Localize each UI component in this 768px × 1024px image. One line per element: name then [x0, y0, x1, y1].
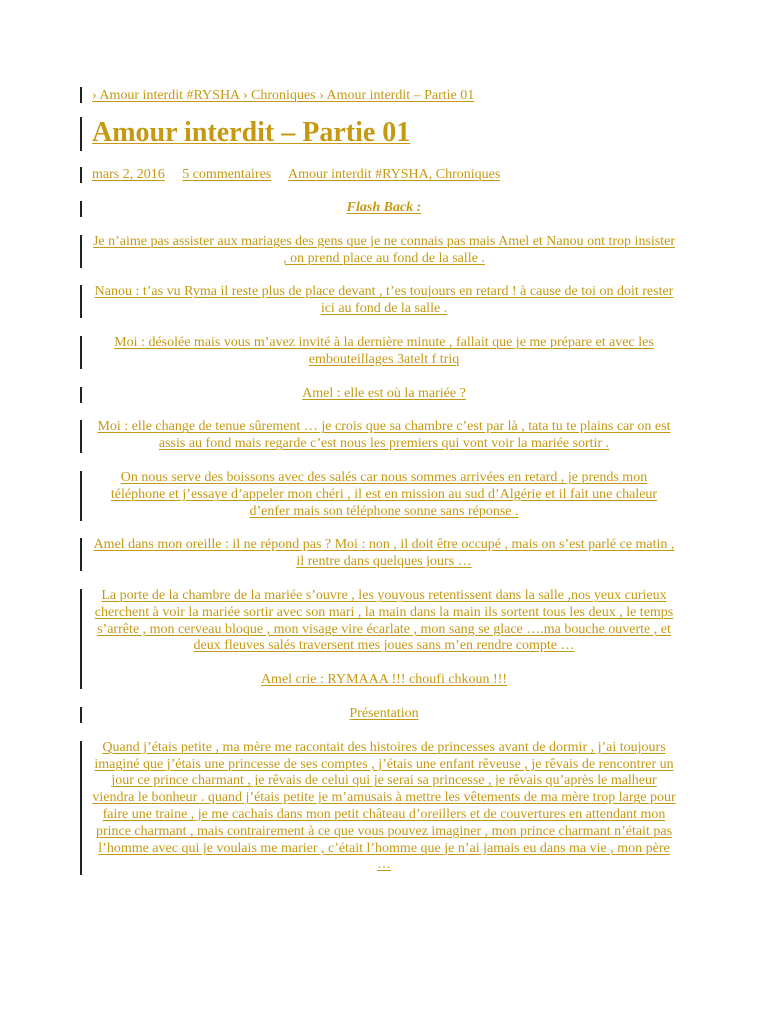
left-border-bar: [80, 285, 82, 318]
left-border-bar: [80, 589, 82, 673]
paragraph-block: [80, 537, 676, 571]
left-border-bar: [80, 117, 82, 151]
left-border-bar: [80, 167, 82, 183]
paragraph-link[interactable]: La porte de la chambre de la mariée s’ouvre , les youyous retentissent dans la salle ,nos yeux curieux cherchent à voir la mariée sortir avec son mari , la main dans la main ils sortent tous les deux , le temps s’arrête , mon cerveau bloque , mon visage vire écarlate , mon sang se glace ….ma bouche ouverte , et deux fleuves salés traversent mes joues sans m’en rendre compte …: [94, 587, 674, 654]
left-border-bar: [80, 741, 82, 875]
paragraph-block: [80, 419, 676, 453]
title-block: [80, 116, 676, 150]
article-container: [80, 86, 676, 874]
paragraph-link[interactable]: Amel dans mon oreille : il ne répond pas ? Moi : non , il doit être occupé , mais on s’est parlé ce matin , il rentre dans quelques jours …: [93, 537, 675, 570]
post-meta: [80, 166, 676, 183]
left-border-bar: [80, 201, 82, 217]
left-border-bar: [80, 387, 82, 403]
paragraph-link[interactable]: Quand j’étais petite , ma mère me racontait des histoires de princesses avant de dormir , j’ai toujours imaginé que j’étais une princesse de ses comptes , j’étais une enfant rêveuse , je rêvais de rencontrer un jour ce prince charmant , je rêvais de celui qui je serai sa princesse , je rêvais qu’après le malheur viendra le bonheur . quand j’étais petite je m’amusais à mettre les vêtements de ma mère trop large pour faire une traine , je me cachais dans mon petit château d’oreillers et de couvertures en attendant mon prince charmant , mais contrairement à ce que vous pouvez imaginer , mon prince charmant n’était pas l’homme avec qui je voulais me marier , c’était l’homme que je n’ai jamais eu dans ma vie , mon père …: [92, 739, 676, 873]
paragraph-block: [80, 470, 676, 520]
paragraph-block: [80, 588, 676, 655]
paragraph-block: [80, 386, 676, 403]
paragraph-block: [80, 335, 676, 369]
paragraph-link[interactable]: On nous serve des boissons avec des salés car nous sommes arrivées en retard , je prends mon téléphone et j’essaye d’appeler mon chéri , il est en mission au sud d’Algérie et il fait une chaleur d’enfer mais son téléphone sonne sans réponse .: [110, 469, 658, 519]
left-border-bar: [80, 235, 82, 268]
page-title[interactable]: Amour interdit – Partie 01: [92, 117, 411, 148]
paragraph-link[interactable]: Amel : elle est où la mariée ?: [302, 385, 466, 401]
left-border-bar: [80, 471, 82, 521]
comments-link[interactable]: 5 commentaires: [182, 167, 272, 182]
left-border-bar: [80, 336, 82, 369]
paragraph-link[interactable]: Moi : elle change de tenue sûrement … je crois que sa chambre c’est par là , tata tu te plains car on est assis au fond mais regarde c’est nous les premiers qui vont voir la mariée sortir .: [97, 419, 671, 452]
paragraph-block: [80, 234, 676, 268]
left-border-bar: [80, 673, 82, 689]
post-date-link[interactable]: mars 2, 2016: [92, 167, 165, 182]
paragraph-link[interactable]: Je n’aime pas assister aux mariages des gens que je ne connais pas mais Amel et Nanou ont trop insister , on prend place au fond de la salle .: [92, 233, 676, 266]
paragraph-link[interactable]: Moi : désolée mais vous m’avez invité à la dernière minute , fallait que je me prépare et avec les embouteillages 3atelt f triq: [114, 334, 654, 367]
left-border-bar: [80, 538, 82, 571]
paragraph-block: [80, 740, 676, 874]
breadcrumb[interactable]: › Amour interdit #RYSHA › Chroniques › Amour interdit – Partie 01: [92, 88, 475, 103]
paragraph-block: [80, 284, 676, 318]
paragraph-block: [80, 672, 676, 689]
left-border-bar: [80, 87, 82, 103]
flash-back-heading[interactable]: Flash Back :: [346, 200, 422, 215]
breadcrumb-block: [80, 86, 676, 104]
categories-link[interactable]: Amour interdit #RYSHA, Chroniques: [287, 167, 501, 182]
presentation-heading[interactable]: Présentation: [349, 705, 419, 721]
left-border-bar: [80, 420, 82, 453]
presentation-block: [80, 706, 676, 723]
paragraph-link[interactable]: Nanou : t’as vu Ryma il reste plus de place devant , t’es toujours en retard ! à cause de toi on doit rester ici au fond de la salle .: [94, 284, 674, 317]
left-border-bar: [80, 707, 82, 723]
flash-back-block: [80, 200, 676, 217]
paragraph-link[interactable]: Amel crie : RYMAAA !!! choufi chkoun !!!: [260, 672, 508, 688]
